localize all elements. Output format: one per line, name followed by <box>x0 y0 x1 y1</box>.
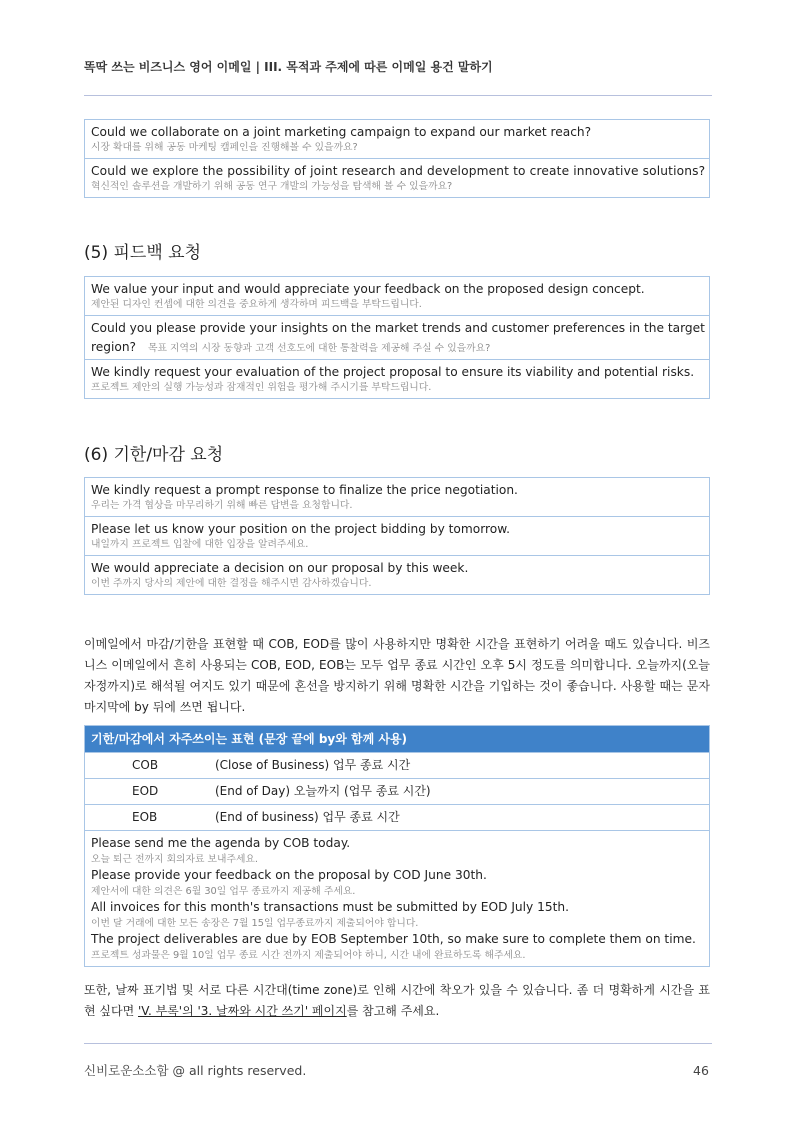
phrase-english: Please let us know your position on the project bidding by tomorrow. <box>91 522 510 536</box>
abbreviation-cell: EOB <box>132 810 158 824</box>
phrase-english: We would appreciate a decision on our proposal by this week. <box>91 561 469 575</box>
closing-text-end: 를 참고해 주세요. <box>346 1004 440 1018</box>
abbreviation-cell: COB <box>132 758 159 772</box>
page-number: 46 <box>693 1063 709 1078</box>
phrase-row <box>85 158 709 197</box>
closing-text: 또한, 날짜 표기법 및 서로 다른 시간대(time zone)로 인해 시간에 착오가 있을 수 있습니다. 좀 더 명확하게 시간을 표현 싶다면 <box>84 983 710 1018</box>
phrase-korean: 제안된 디자인 컨셉에 대한 의견을 중요하게 생각하며 피드백을 부탁드립니다. <box>91 299 422 310</box>
phrase-english: We kindly request a prompt response to finalize the price negotiation. <box>91 483 518 497</box>
phrase-row <box>85 359 709 398</box>
page-header-title: 똑딱 쓰는 비즈니스 영어 이메일 | III. 목적과 주제에 따른 이메일 용건 말하기 <box>84 60 493 74</box>
example-english: All invoices for this month's transactions must be submitted by EOD July 15th. <box>91 900 570 914</box>
example-korean: 이번 달 거래에 대한 모든 송장은 7월 15일 업무종료까지 제출되어야 합니다. <box>91 918 419 929</box>
phrase-korean: 프로젝트 제안의 실행 가능성과 잠재적인 위험을 평가해 주시기를 부탁드립니다. <box>91 382 432 393</box>
closing-paragraph <box>84 980 710 1022</box>
collaboration-phrase-box <box>84 119 710 198</box>
table-header: 기한/마감에서 자주쓰이는 표현 (문장 끝에 by와 함께 사용) <box>85 726 709 752</box>
phrase-row <box>85 516 709 555</box>
phrase-english: Could we collaborate on a joint marketing campaign to expand our market reach? <box>91 125 592 139</box>
footer-copyright: 신비로운소소함 @ all rights reserved. <box>84 1063 307 1078</box>
abbreviation-cell: EOD <box>132 784 159 798</box>
deadline-expressions-table <box>84 725 710 967</box>
phrase-row <box>85 120 709 158</box>
example-korean: 오늘 퇴근 전까지 회의자료 보내주세요. <box>91 854 258 865</box>
example-english: Please provide your feedback on the proposal by COD June 30th. <box>91 868 487 882</box>
footer-divider <box>84 1043 712 1044</box>
phrase-korean: 혁신적인 솔루션을 개발하기 위해 공동 연구 개발의 가능성을 탐색해 볼 수 있을까요? <box>91 181 453 192</box>
deadline-phrase-box <box>84 477 710 595</box>
phrase-english: Could we explore the possibility of joint research and development to create innovative solutions? <box>91 164 706 178</box>
phrase-korean: 목표 지역의 시장 동향과 고객 선호도에 대한 통찰력을 제공해 주실 수 있을까요? <box>148 343 491 354</box>
example-korean: 프로젝트 성과물은 9월 10일 업무 종료 시간 전까지 제출되어야 하니, 시간 내에 완료하도록 해주세요. <box>91 950 526 961</box>
deadline-explanation-paragraph: 이메일에서 마감/기한을 표현할 때 COB, EOD를 많이 사용하지만 명확한 시간을 표현하기 어려울 때도 있습니다. 비즈니스 이메일에서 흔히 사용되는 COB, EOD, EOB는 모두 업무 종료 시간인 오후 5시 정도를 의미합니다. 오늘까지(오늘 자정까지)로 해석될 여지도 있기 때문에 혼선을 방지하기 위해 명확한 시간을 기입하는 것이 좋습니다. 사용할 때는 문자 마지막에 by 뒤에 쓰면 됩니다. <box>84 637 710 714</box>
section-title-deadline: (6) 기한/마감 요청 <box>84 445 224 465</box>
phrase-english-line1: Could you please provide your insights on the market trends and customer preferences in the target <box>91 321 705 335</box>
description-cell: (End of business) 업무 종료 시간 <box>215 810 400 824</box>
phrase-row <box>85 555 709 594</box>
phrase-row <box>85 277 709 315</box>
phrase-english-tail: region? <box>91 340 137 354</box>
phrase-row <box>85 315 709 359</box>
phrase-english-line2 <box>91 339 703 356</box>
table-examples <box>85 830 709 966</box>
phrase-row <box>85 478 709 516</box>
section-title-feedback: (5) 피드백 요청 <box>84 243 201 263</box>
description-cell: (Close of Business) 업무 종료 시간 <box>215 758 411 772</box>
phrase-korean: 우리는 가격 협상을 마무리하기 위해 빠른 답변을 요청합니다. <box>91 500 353 511</box>
phrase-korean: 내일까지 프로젝트 입찰에 대한 입장을 알려주세요. <box>91 539 309 550</box>
table-row <box>85 804 709 830</box>
description-cell: (End of Day) 오늘까지 (업무 종료 시간) <box>215 784 431 798</box>
feedback-phrase-box <box>84 276 710 399</box>
example-korean: 제안서에 대한 의견은 6월 30일 업무 종료까지 제공해 주세요. <box>91 886 356 897</box>
appendix-reference-link[interactable]: 'V. 부록'의 '3. 날짜와 시간 쓰기' 페이지 <box>138 1004 347 1018</box>
phrase-korean: 이번 주까지 당사의 제안에 대한 결정을 해주시면 감사하겠습니다. <box>91 578 372 589</box>
phrase-korean: 시장 확대를 위해 공동 마케팅 캠페인을 진행해볼 수 있을까요? <box>91 142 358 153</box>
table-row <box>85 752 709 778</box>
table-row <box>85 778 709 804</box>
example-english: The project deliverables are due by EOB September 10th, so make sure to complete them on time. <box>91 932 696 946</box>
header-divider <box>84 95 712 96</box>
phrase-english: We value your input and would appreciate your feedback on the proposed design concept. <box>91 282 645 296</box>
example-english: Please send me the agenda by COB today. <box>91 836 351 850</box>
phrase-english: We kindly request your evaluation of the project proposal to ensure its viability and potential risks. <box>91 365 695 379</box>
